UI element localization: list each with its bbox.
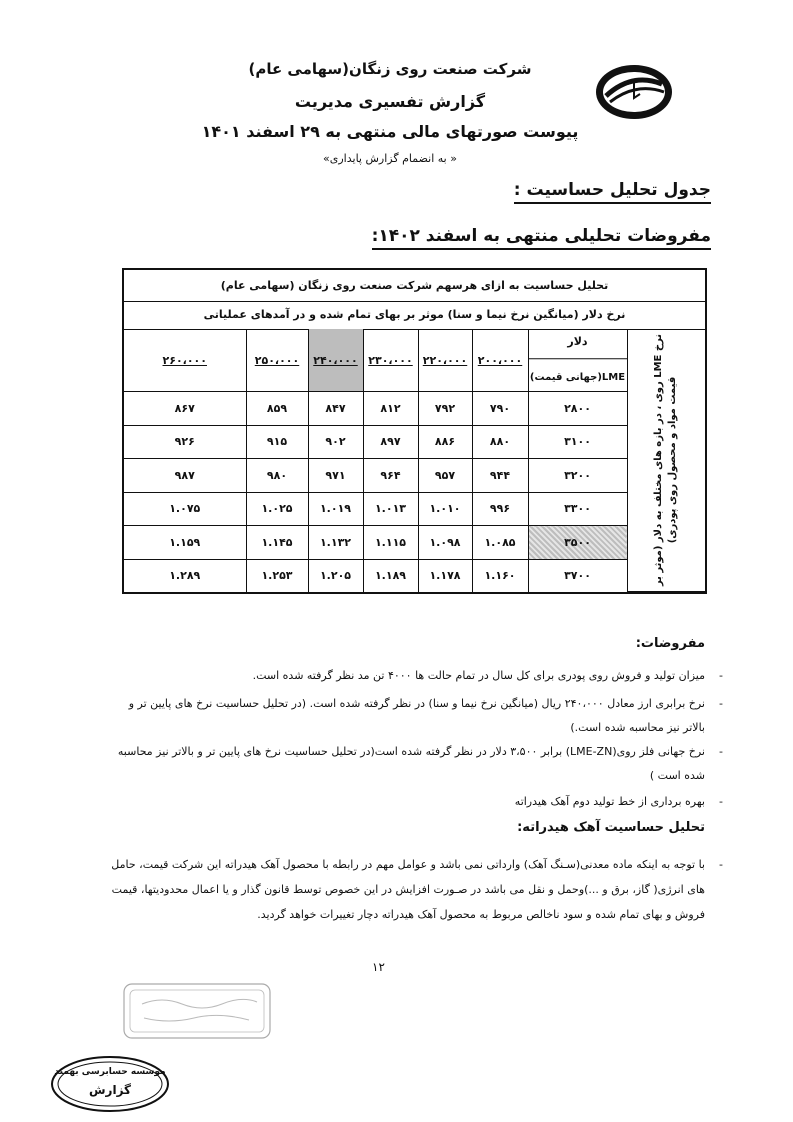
company-logo: [592, 62, 676, 122]
table-cell: ۹۶۴: [363, 459, 418, 493]
assumption-item: - نرخ برابری ارز معادل ۲۴۰،۰۰۰ ریال (میانگین نرخ نیما و سنا) در نظر گرفته شده است. (در تحلیل حساسیت نرخ های پایین تر و بالاتر نیز محاسبه شده است.): [128, 697, 723, 734]
lime-text: با توجه به اینکه ماده معدنی(سـنگ آهک) وارداتی نمی باشد و عوامل مهم در رابطه با محصول آهک هیدراته این شرکت قیمت، حامل های انرژی( گاز، برق و ...)وحمل و نقل می باشد در صـورت افزایش در این خصوص توسط قانون گذار و یا اعمال محدودیتها، قیمت فروش و بهای تمام شده و سود ناخالص مربوط به محصول آهک هیدراته دچار تغییرات خواهد گردید.: [111, 858, 705, 921]
lime-sensitivity-title: تحلیل حساسیت آهک هیدراته:: [517, 820, 705, 835]
table-cell: ۷۹۰: [472, 392, 528, 426]
table-cell: ۸۸۶: [418, 425, 472, 459]
table-cell: ۱.۱۷۸: [418, 559, 472, 591]
table-cell: ۱.۲۵۳: [246, 559, 308, 591]
fx-header-row: [124, 329, 705, 392]
sensitivity-section-title: جدول تحلیل حساسیت :: [514, 180, 711, 204]
table-row: [124, 392, 705, 426]
table-cell: ۱.۱۶۰: [472, 559, 528, 591]
corner-lme-label: (جهانی قیمت)LME: [529, 372, 626, 383]
table-cell: ۱.۱۸۹: [363, 559, 418, 591]
assumption-item: - بهره برداری از خط تولید دوم آهک هیدراته: [514, 795, 723, 808]
corner-dollar-label: دلار: [567, 335, 588, 348]
side-label-line1: نرخ LME روی ، در بازه های مختلف به دلار (موثر بر: [653, 333, 665, 587]
table-cell: ۹۷۱: [308, 459, 363, 493]
company-name: شرکت صنعت روی زنگان(سهامی عام): [248, 60, 532, 78]
table-caption: تحلیل حساسیت به ازای هرسهم شرکت صنعت روی زنگان (سهامی عام): [124, 270, 705, 302]
corner-header: [528, 329, 627, 392]
table-cell: ۱.۱۳۲: [308, 526, 363, 560]
annex-title: پیوست صورتهای مالی منتهی به ۲۹ اسفند ۱۴۰۱: [201, 122, 579, 141]
assumption-item: - نرخ جهانی فلز روی(LME-ZN) برابر ۳،۵۰۰ دلار در نظر گرفته شده است(در تحلیل حساسیت نرخ های پایین تر و بالاتر نیز محاسبه شده است ): [117, 745, 723, 782]
table-row: [124, 425, 705, 459]
lme-price-cell: ۳۷۰۰: [528, 559, 627, 591]
table-cell: ۸۹۷: [363, 425, 418, 459]
fx-rate-header-selected: ۲۴۰،۰۰۰: [308, 329, 363, 392]
lme-price-cell: ۳۱۰۰: [528, 425, 627, 459]
table-cell: ۸۱۲: [363, 392, 418, 426]
lme-price-cell: ۳۲۰۰: [528, 459, 627, 493]
table-cell: ۹۴۴: [472, 459, 528, 493]
table-cell: ۹۱۵: [246, 425, 308, 459]
table-cell: ۱.۰۱۰: [418, 492, 472, 526]
table-row: [124, 492, 705, 526]
table-cell: ۱.۱۴۵: [246, 526, 308, 560]
sustainability-note: « به انضمام گزارش پایداری»: [323, 152, 457, 165]
table-cell: ۱.۰۱۹: [308, 492, 363, 526]
table-cell: ۱.۰۹۸: [418, 526, 472, 560]
table-cell: ۸۴۷: [308, 392, 363, 426]
table-cell: ۸۵۹: [246, 392, 308, 426]
lme-price-cell: ۲۸۰۰: [528, 392, 627, 426]
table-cell: ۷۹۲: [418, 392, 472, 426]
table-row: [124, 526, 705, 560]
table-cell: ۱.۲۰۵: [308, 559, 363, 591]
table-cell: ۱.۱۱۵: [363, 526, 418, 560]
table-cell: ۹۲۶: [124, 425, 246, 459]
table-cell: ۱.۲۸۹: [124, 559, 246, 591]
fx-rate-header: ۲۳۰،۰۰۰: [363, 329, 418, 392]
assumptions-title: مفروضات:: [635, 636, 705, 651]
side-label-line2: قیمت مواد و محصول روی پودری): [667, 376, 679, 544]
table-cell: ۱.۰۷۵: [124, 492, 246, 526]
auditor-stamp-word: گزارش: [88, 1083, 132, 1097]
auditor-stamp-name: موسسه حسابرسی بهمند: [54, 1067, 166, 1077]
approval-stamp: [122, 982, 272, 1040]
table-cell: ۹۸۰: [246, 459, 308, 493]
table-row: [124, 459, 705, 493]
assumption-item: - میزان تولید و فروش روی پودری برای کل سال در تمام حالت ها ۴۰۰۰ تن مد نظر گرفته شده است.: [252, 669, 723, 682]
table-cell: ۸۶۷: [124, 392, 246, 426]
fx-rate-header: ۲۲۰،۰۰۰: [418, 329, 472, 392]
assumption-text: نرخ جهانی فلز روی(LME-ZN) برابر ۳،۵۰۰ دلار در نظر گرفته شده است(در تحلیل حساسیت نرخ های پایین تر و بالاتر نیز محاسبه شده است ): [117, 745, 705, 782]
table-cell: ۹۸۷: [124, 459, 246, 493]
auditor-stamp: [50, 1055, 170, 1113]
table-cell: ۸۸۰: [472, 425, 528, 459]
table-cell: ۹۵۷: [418, 459, 472, 493]
table-cell: ۱.۰۱۳: [363, 492, 418, 526]
page-number: ۱۲: [372, 960, 385, 974]
sensitivity-grid: [124, 329, 705, 592]
fx-rate-header: ۲۰۰،۰۰۰: [472, 329, 528, 392]
lme-price-cell-selected: ۳۵۰۰: [528, 526, 627, 560]
lme-price-cell: ۳۳۰۰: [528, 492, 627, 526]
lme-side-label: [627, 329, 705, 592]
fx-rate-header: ۲۵۰،۰۰۰: [246, 329, 308, 392]
report-title: گزارش تفسیری مدیریت: [294, 92, 486, 111]
table-row: [124, 559, 705, 591]
assumption-text: نرخ برابری ارز معادل ۲۴۰،۰۰۰ ریال (میانگین نرخ نیما و سنا) در نظر گرفته شده است. (در تحلیل حساسیت نرخ های پایین تر و بالاتر نیز محاسبه شده است.): [128, 697, 705, 734]
table-cell: ۹۰۲: [308, 425, 363, 459]
assumptions-section-title: مفروضات تحلیلی منتهی به اسفند ۱۴۰۲:: [372, 226, 711, 250]
assumption-text: میزان تولید و فروش روی پودری برای کل سال در تمام حالت ها ۴۰۰۰ تن مد نظر گرفته شده است.: [252, 669, 705, 682]
table-cell: ۱.۰۲۵: [246, 492, 308, 526]
sensitivity-table: [122, 268, 707, 594]
table-cell: ۹۹۶: [472, 492, 528, 526]
lime-sensitivity-paragraph: - با توجه به اینکه ماده معدنی(سـنگ آهک) وارداتی نمی باشد و عوامل مهم در رابطه با محصول آهک هیدراته این شرکت قیمت، حامل های انرژی( گاز، برق و ...)وحمل و نقل می باشد در صـورت افزایش در این خصوص توسط قانون گذار و یا اعمال محدودیتها، قیمت فروش و بهای تمام شده و سود ناخالص مربوط به محصول آهک هیدراته دچار تغییرات خواهد گردید.: [111, 858, 723, 921]
fx-rate-header: ۲۶۰،۰۰۰: [124, 329, 246, 392]
table-subcaption: نرخ دلار (میانگین نرخ نیما و سنا) موثر بر بهای تمام شده و در آمدهای عملیاتی: [124, 301, 705, 330]
table-cell: ۱.۱۵۹: [124, 526, 246, 560]
table-cell: ۱.۰۸۵: [472, 526, 528, 560]
assumption-text: بهره برداری از خط تولید دوم آهک هیدراته: [514, 795, 705, 808]
